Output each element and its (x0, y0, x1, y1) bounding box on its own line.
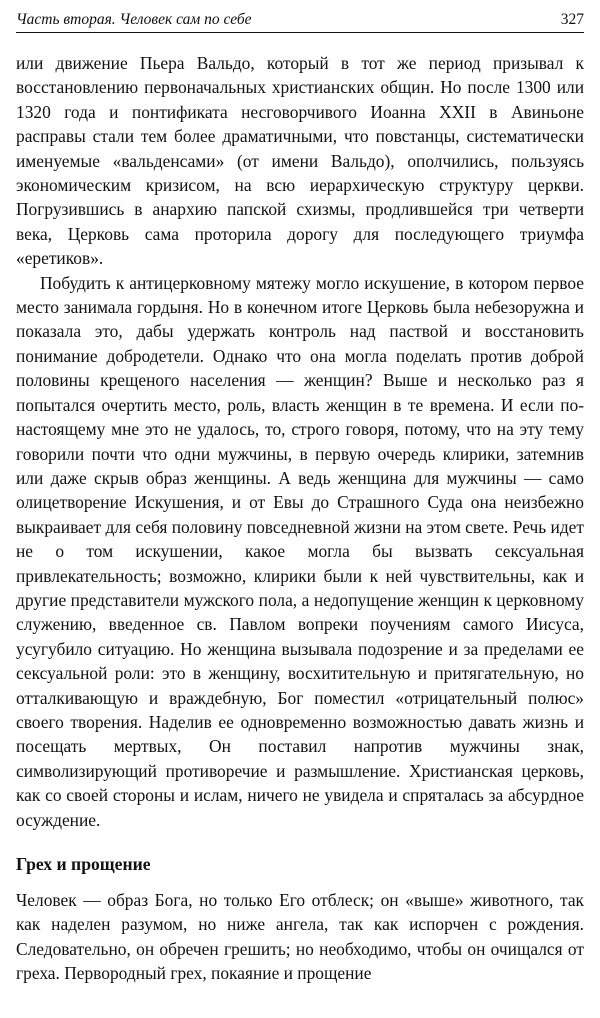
running-header (16, 6, 584, 33)
book-page (16, 6, 584, 1012)
paragraph-temptation: Побудить к антицерковному мятежу могло искушение, в котором первое место занимала гордыня. Но в конечном итоге Церковь была небезоружна и показала это, дабы удержать контроль над паствой и восстановить понимание добродетели. Однако что она могла поделать против доброй половины крещеного населения — женщин? Выше и несколько раз я попытался очертить место, роль, власть женщин в те времена. И если по-настоящему мне это не удалось, то, строго говоря, потому, что на эту тему говорили почти что одни мужчины, в первую очередь клирики, затемнив или даже скрыв образ женщины. А ведь женщина для мужчины — само олицетворение Искушения, и от Евы до Страшного Суда она неизбежно выкраивает для себя половину повседневной жизни на этом свете. Речь идет не о том искушении, какое могла бы вызвать сексуальная привлекательность; возможно, клирики были к ней чувствительны, как и другие представители мужского пола, а недопущение женщин к церковному служению, введенное св. Павлом вопреки поучениям самого Иисуса, усугубило ситуацию. Но женщина вызывала подозрение и за пределами ее сексуальной роли: это в женщину, восхитительную и притягательную, но отталкивающую и враждебную, Бог поместил «отрицательный полюс» своего творения. Наделив ее одновременно возможностью давать жизнь и посещать мертвых, Он поставил напротив мужчины знак, символизирующий противоречие и размышление. Христианская церковь, как со своей стороны и ислам, ничего не увидела и спряталась за абсурдное осуждение. (16, 272, 584, 830)
running-header-title: Часть вторая. Человек сам по себе (16, 11, 252, 28)
paragraph-continued: или движение Пьера Вальдо, который в тот же период призывал к восстановлению первоначальных христианских общин. Но после 1300 или 1320 года и понтификата несговорчивого Иоанна XXII в Авиньоне расправы стали тем более драматичными, что повстанцы, систематически именуемые «вальденсами» (от имени Вальдо), ополчились, пользуясь экономическим кризисом, на всю иерархическую структуру церкви. Погрузившись в анархию папской схизмы, продлившейся три четверти века, Церковь сама проторила дорогу для последующего триумфа «еретиков». (16, 53, 584, 269)
section-heading: Грех и прощение (16, 854, 151, 874)
body-text (16, 51, 584, 986)
paragraph-sin: Человек — образ Бога, но только Его отблеск; он «выше» животного, так как наделен разумом, но ниже ангела, так как испорчен с рождения. Следовательно, он обречен грешить; но необходимо, чтобы он очищался от греха. Первородный грех, покаяние и прощение (16, 890, 584, 984)
page-number: 327 (560, 11, 584, 28)
